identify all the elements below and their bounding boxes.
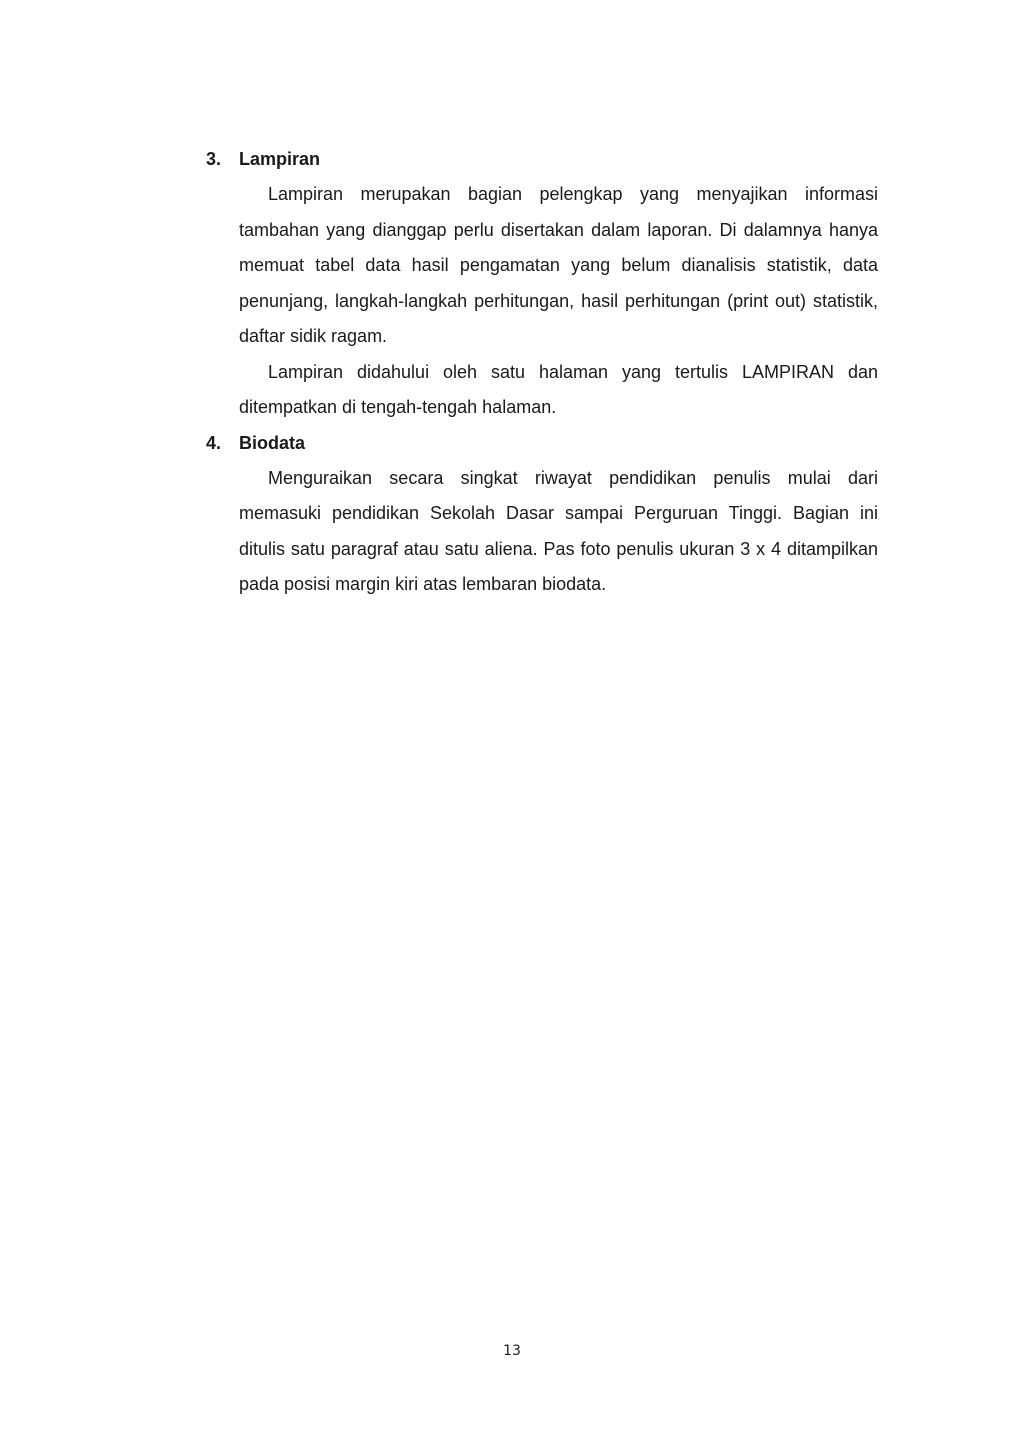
section-lampiran <box>206 142 878 426</box>
paragraph: Menguraikan secara singkat riwayat pendidikan penulis mulai dari memasuki pendidikan Sekolah Dasar sampai Perguruan Tinggi. Bagian ini ditulis satu paragraf atau satu aliena. Pas foto penulis ukuran 3 x 4 ditampilkan pada posisi margin kiri atas lembaran biodata. <box>239 467 878 594</box>
section-number: 4. <box>206 432 222 453</box>
section-heading <box>206 426 878 461</box>
paragraph: Lampiran merupakan bagian pelengkap yang menyajikan informasi tambahan yang dianggap perlu disertakan dalam laporan. Di dalamnya hanya memuat tabel data hasil pengamatan yang belum dianalisis statistik, data penunjang, langkah-langkah perhitungan, hasil perhitungan (print out) statistik, daftar sidik ragam. <box>239 184 878 346</box>
document-body <box>206 142 878 603</box>
section-body <box>239 461 878 603</box>
section-heading <box>206 142 878 177</box>
page-number: 13 <box>503 1343 521 1359</box>
section-biodata <box>206 426 878 603</box>
section-number: 3. <box>206 149 222 169</box>
section-title: Lampiran <box>239 149 321 169</box>
paragraph: Lampiran didahului oleh satu halaman yang tertulis LAMPIRAN dan ditempatkan di tengah-tengah halaman. <box>239 361 878 417</box>
section-body <box>239 177 878 426</box>
section-title: Biodata <box>239 432 306 453</box>
